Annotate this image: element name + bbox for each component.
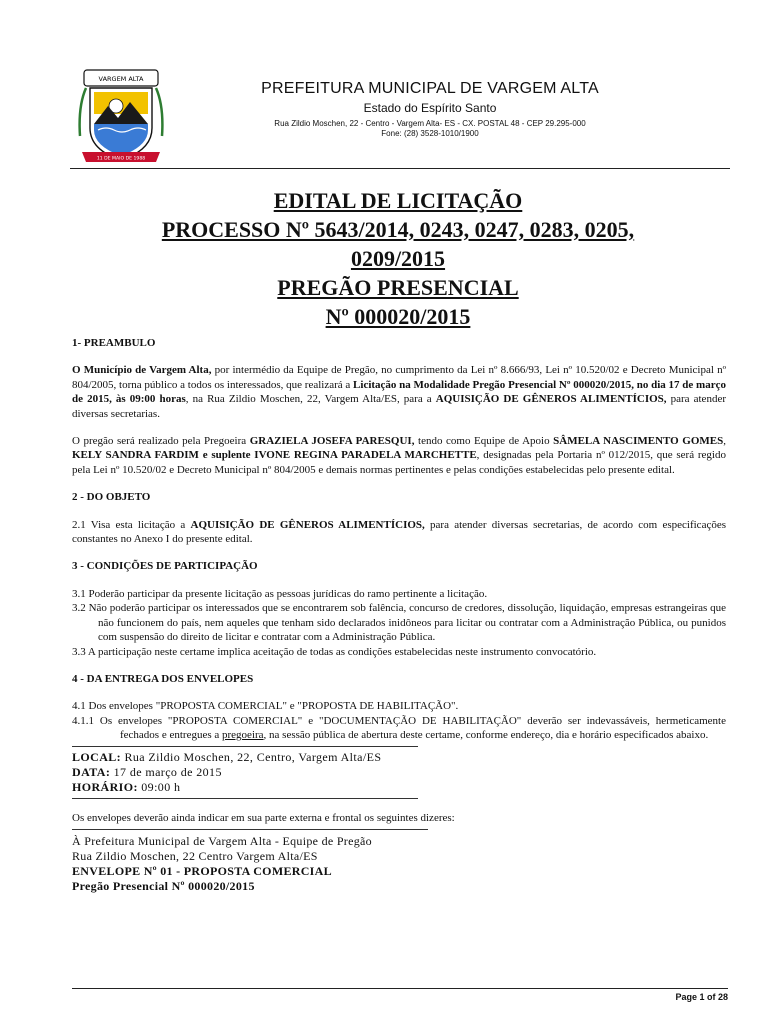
envelope-line-3: ENVELOPE Nº 01 - PROPOSTA COMERCIAL	[72, 863, 332, 878]
envelope-line-2: Rua Zildio Moschen, 22 Centro Vargem Alta/ES	[72, 848, 318, 863]
letterhead-text	[180, 80, 680, 138]
page-number: Page 1 of 28	[675, 992, 728, 1002]
horario-line: HORÁRIO: 09:00 h	[72, 779, 181, 794]
title-pregao: PREGÃO PRESENCIAL	[277, 275, 519, 300]
municipality-name: PREFEITURA MUNICIPAL DE VARGEM ALTA	[261, 80, 599, 97]
title-processo: PROCESSO Nº 5643/2014, 0243, 0247, 0283, 0205,	[161, 217, 635, 242]
divider	[72, 798, 418, 799]
item-3-3: 3.3 A participação neste certame implica aceitação de todas as condições estabelecidas neste instrumento convocatório.	[72, 645, 597, 658]
paragraph-preambulo-2: O pregão será realizado pela Pregoeira GRAZIELA JOSEFA PARESQUI, tendo como Equipe de Apoio SÂMELA NASCIMENTO GOMES, KELY SANDRA FARDIM e suplente IVONE REGINA PARADELA MARCHETTE, designadas pela Portaria nº 012/2015, que será regido pela Lei nº 10.520/02 e Decreto Municipal nº 804/2005 e demais normas pertinentes e pelas condições estabelecidas pelo presente edital.	[72, 435, 727, 476]
divider	[72, 746, 418, 747]
section-heading-envelopes: 4 - DA ENTREGA DOS ENVELOPES	[72, 672, 254, 685]
paragraph-objeto: 2.1 Visa esta licitação a AQUISIÇÃO DE GÊNEROS ALIMENTÍCIOS, para atender diversas secretarias, de acordo com especificações constantes no Anexo I do presente edital.	[72, 518, 726, 546]
envelope-line-1: À Prefeitura Municipal de Vargem Alta - Equipe de Pregão	[72, 833, 372, 848]
state-name: Estado do Espírito Santo	[363, 101, 497, 115]
footer-divider	[72, 988, 728, 989]
local-line: LOCAL: Rua Zildio Moschen, 22, Centro, Vargem Alta/ES	[72, 749, 382, 764]
letterhead	[70, 60, 730, 169]
paragraph-preambulo-1: O Município de Vargem Alta, por intermédio da Equipe de Pregão, no cumprimento da Lei nº 8.666/93, Lei nº 10.520/02 e Decreto Municipal nº 804/2005, torna público a todos os interessados, que realizará a Licitação na Modalidade Pregão Presencial Nº 000020/2015, no dia 17 de março de 2015, às 09:00 horas, na Rua Zildio Moschen, 22, Vargem Alta/ES, para a AQUISIÇÃO DE GÊNEROS ALIMENTÍCIOS, para atender diversas secretarias.	[72, 364, 727, 420]
data-line: DATA: 17 de março de 2015	[72, 764, 222, 779]
item-3-2: 3.2 Não poderão participar os interessados que se encontrarem sob falência, concurso de credores, dissolução, liquidação, empresas estrangeiras que não funcionem do país, nem aqueles que tenham sido declarados inidôneos para licitar ou contratar com a Administração Pública, ou punidos com suspensão do direito de licitar e contratar com a Administração Pública.	[72, 602, 726, 644]
phone-line: Fone: (28) 3528-1010/1900	[381, 129, 479, 138]
section-heading-preambulo: 1- PREAMBULO	[72, 337, 156, 349]
envelope-line-4: Pregão Presencial Nº 000020/2015	[72, 878, 255, 893]
item-4-1-1: 4.1.1 Os envelopes "PROPOSTA COMERCIAL" e "DOCUMENTAÇÃO DE HABILITAÇÃO" deverão ser indevassáveis, hermeticamente fechados e entregues a pregoeira, na sessão pública de abertura deste certame, conforme endereço, dia e horário especificados abaixo.	[72, 714, 726, 742]
crest-top-label: VARGEM ALTA	[98, 75, 144, 83]
municipal-crest-icon	[76, 66, 166, 166]
section-heading-objeto: 2 - DO OBJETO	[72, 491, 151, 504]
document-title-block	[70, 186, 726, 331]
title-processo-cont: 0209/2015	[350, 246, 446, 271]
paragraph-envelope-instructions: Os envelopes deverão ainda indicar em sua parte externa e frontal os seguintes dizeres:	[72, 811, 455, 824]
divider	[72, 829, 428, 830]
item-4-1: 4.1 Dos envelopes "PROPOSTA COMERCIAL" e "PROPOSTA DE HABILITAÇÃO".	[72, 700, 459, 713]
title-edital: EDITAL DE LICITAÇÃO	[273, 188, 523, 213]
crest-ribbon-label: 11 DE MAIO DE 1988	[96, 156, 146, 162]
document-body	[72, 336, 726, 894]
title-pregao-number: Nº 000020/2015	[325, 304, 471, 329]
section-heading-condicoes: 3 - CONDIÇÕES DE PARTICIPAÇÃO	[72, 560, 258, 573]
item-3-1: 3.1 Poderão participar da presente licitação as pessoas jurídicas do ramo pertinente a licitação.	[72, 587, 488, 600]
address-line: Rua Zildio Moschen, 22 - Centro - Vargem Alta- ES - CX. POSTAL 48 - CEP 29.295-000	[274, 119, 586, 128]
